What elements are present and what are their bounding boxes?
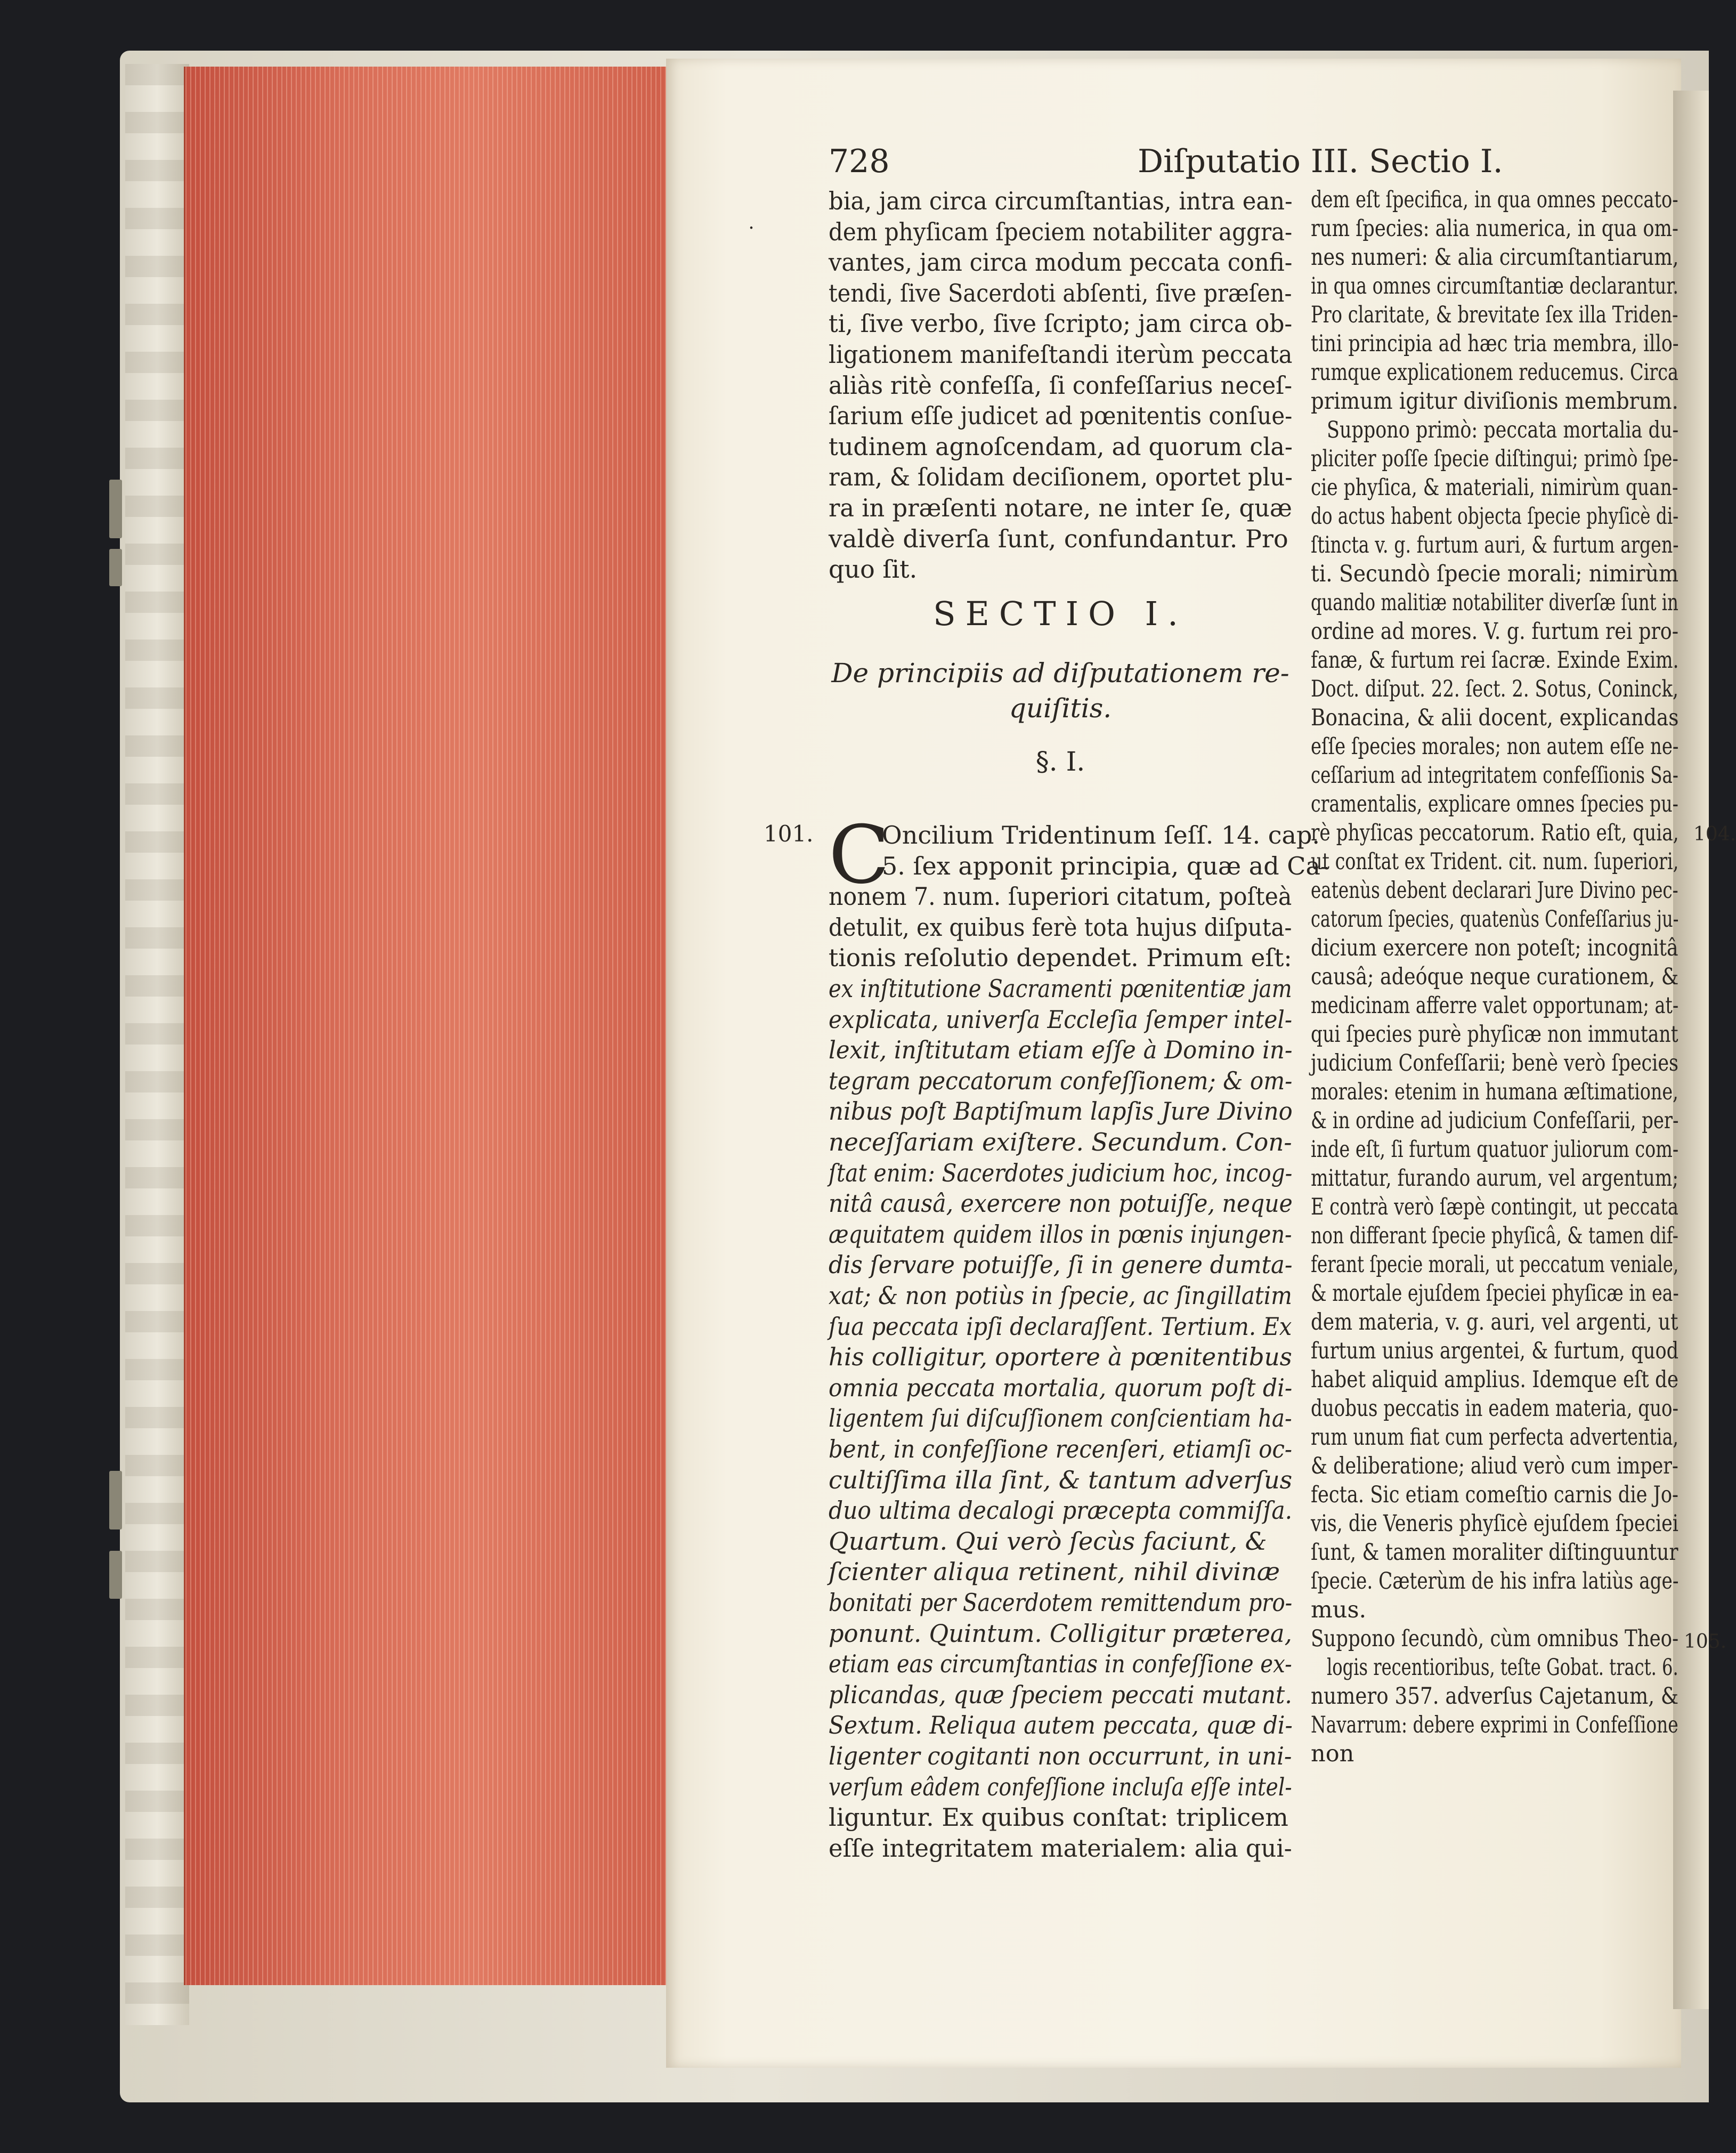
text-line: eſſe integritatem materialem: alia qui- <box>829 1833 1292 1863</box>
text-line: Sextum. Reliqua autem peccata, quæ di- <box>829 1711 1293 1740</box>
text-line: rè phyſicas peccatorum. Ratio eſt, quia, <box>1311 820 1679 846</box>
text-line: primum igitur diviſionis membrum. <box>1311 388 1678 415</box>
text-line: causâ; adeóque neque curationem, & <box>1311 964 1679 990</box>
text-line: etiam eas circumſtantias in confeſſione ex- <box>829 1649 1292 1679</box>
text-line: æquitatem quidem illos in pœnis injungen- <box>829 1219 1292 1249</box>
text-line: fanæ, & furtum rei ſacræ. Exinde Exim. <box>1311 647 1679 674</box>
text-line: neceſſariam exiſtere. Secundum. Con- <box>829 1128 1292 1156</box>
text-line: xat; & non potiùs in ſpecie, ac ſingillatim <box>829 1281 1292 1310</box>
text-line: rumque explicationem reducemus. Circa <box>1311 359 1678 386</box>
page-number: 728 <box>829 143 890 180</box>
text-line: ligationem manifeſtandi iterùm peccata <box>829 340 1293 369</box>
text-line: nonem 7. num. ſuperiori citatum, poſteà <box>829 882 1292 911</box>
running-head <box>829 143 1503 185</box>
text-line: rum unum fiat cum perfecta advertentia, <box>1311 1424 1679 1451</box>
text-line: nes numeri: & alia circumſtantiarum, <box>1311 244 1679 271</box>
text-line: qui ſpecies purè phyſicæ non immutant <box>1311 1021 1678 1048</box>
text-line: Doct. diſput. 22. ſect. 2. Sotus, Coninck, <box>1311 676 1678 702</box>
text-line: numero 357. adverſus Cajetanum, & <box>1311 1683 1679 1710</box>
text-line: pliciter poſſe ſpecie diſtingui; primò ſpe- <box>1311 446 1678 472</box>
text-line: valdè diverſa ſunt, confundantur. Pro <box>829 524 1288 553</box>
text-line: ſtincta v. g. furtum auri, & furtum argen- <box>1311 532 1679 559</box>
paragraph-mark: §. I. <box>1035 746 1085 777</box>
binding-hinge <box>109 1551 122 1599</box>
text-line: Oncilium Tridentinum ſeſſ. 14. cap. <box>882 821 1320 849</box>
text-line: verſum eâdem confeſſione incluſa eſſe intel- <box>829 1772 1292 1801</box>
text-line: ligenter cogitanti non occurrunt, in uni- <box>829 1742 1292 1770</box>
text-line: Bonacina, & alii docent, explicandas <box>1311 705 1679 731</box>
text-line: ligentem ſui diſcuſſionem conſcientiam ha- <box>829 1404 1292 1433</box>
margin-number: 105. <box>1684 1631 1727 1653</box>
section-heading: SECTIO I. <box>933 594 1188 633</box>
text-line: Suppono primò: peccata mortalia du- <box>1327 417 1679 443</box>
text-line: non <box>1311 1741 1354 1767</box>
text-line: ra in præſenti notare, ne inter ſe, quæ <box>829 493 1292 522</box>
text-line: & in ordine ad judicium Confeſſarii, per- <box>1311 1107 1679 1134</box>
text-line: ordine ad mores. V. g. furtum rei pro- <box>1311 618 1679 645</box>
text-line: ceſſarium ad integritatem confeſſionis Sa- <box>1311 762 1678 789</box>
text-line: cie phyſica, & materiali, nimirùm quan- <box>1311 474 1678 501</box>
text-line: logis recentioribus, teſte Gobat. tract. 6. <box>1327 1654 1678 1681</box>
text-line: furtum unius argentei, & furtum, quod <box>1311 1338 1679 1364</box>
text-line: plicandas, quæ ſpeciem peccati mutant. <box>829 1680 1292 1709</box>
text-line: fecta. Sic etiam comeſtio carnis die Jo- <box>1311 1482 1678 1508</box>
text-line: ut conſtat ex Trident. cit. num. ſuperiori, <box>1311 848 1679 875</box>
text-line: ferant ſpecie morali, ut peccatum veniale, <box>1311 1251 1679 1278</box>
text-line: ti, ſive verbo, ſive ſcripto; jam circa ob- <box>829 309 1293 338</box>
text-line: lexit, inſtitutam etiam eſſe à Domino in- <box>829 1035 1293 1065</box>
text-line: ſarium eſſe judicet ad pœnitentis conſue- <box>829 401 1293 431</box>
text-line: ſcienter aliqua retinent, nihil divinæ <box>829 1557 1280 1587</box>
margin-number: 101. <box>764 821 814 847</box>
text-line: bia, jam circa circumſtantias, intra ean- <box>829 187 1293 215</box>
binding-hinge <box>109 1471 122 1529</box>
text-line: catorum ſpecies, quatenùs Confeſſarius ju- <box>1311 906 1679 933</box>
text-line: judicium Confeſſarii; benè verò ſpecies <box>1311 1050 1679 1076</box>
text-line: tini principia ad hæc tria membra, illo- <box>1311 330 1679 357</box>
text-line: medicinam afferre valet opportunam; at- <box>1311 992 1679 1019</box>
book-binding-edge <box>125 64 189 2025</box>
text-line: tionis reſolutio dependet. Primum eſt: <box>829 943 1292 973</box>
ink-mark: ˙ <box>746 224 757 248</box>
drop-cap: C <box>829 809 890 902</box>
text-line: quo ſit. <box>829 555 918 584</box>
text-line: ponunt. Quintum. Colligitur præterea, <box>829 1618 1292 1648</box>
text-line: duobus peccatis in eadem materia, quo- <box>1311 1395 1679 1422</box>
text-line: eſſe ſpecies morales; non autem eſſe ne- <box>1311 733 1679 760</box>
text-line: inde eſt, ſi furtum quatuor juliorum com- <box>1311 1136 1679 1163</box>
text-line: Pro claritate, & brevitate ſex illa Triden- <box>1311 302 1678 328</box>
text-line: in qua omnes circumſtantiæ declarantur. <box>1311 273 1678 300</box>
subtitle-line: De principiis ad diſputationem re- <box>831 658 1289 689</box>
text-line: Navarrum: debere exprimi in Confeſſione <box>1311 1712 1678 1738</box>
text-line: cramentalis, explicare omnes ſpecies pu- <box>1311 791 1678 818</box>
text-line: E contrà verò ſæpè contingit, ut peccata <box>1311 1194 1678 1220</box>
text-line: liguntur. Ex quibus conſtat: triplicem <box>829 1803 1288 1832</box>
text-line: nitâ causâ, exercere non potuiſſe, neque <box>829 1189 1293 1218</box>
text-line: Suppono ſecundò, cùm omnibus Theo- <box>1311 1625 1679 1652</box>
text-line: ex inſtitutione Sacramenti pœnitentiæ jam <box>829 974 1292 1003</box>
red-page-edges <box>184 67 670 1985</box>
text-line: his colligitur, oportere à pœnitentibus <box>829 1342 1292 1372</box>
text-line: rum ſpecies: alia numerica, in qua om- <box>1311 215 1678 242</box>
text-line: 5. ſex apponit principia, quæ ad Ca- <box>882 851 1329 880</box>
running-title: Diſputatio III. Sectio I. <box>1138 143 1503 180</box>
text-line: mittatur, furando aurum, vel argentum; <box>1311 1165 1678 1192</box>
binding-hinge <box>109 480 122 538</box>
text-line: detulit, ex quibus ferè tota hujus diſputa- <box>829 912 1292 942</box>
binding-hinge <box>109 549 122 586</box>
text-line: tegram peccatorum confeſſionem; & om- <box>829 1066 1293 1095</box>
text-line: dicium exercere non poteſt; incognitâ <box>1311 935 1678 961</box>
text-line: explicata, univerſa Eccleſia ſemper intel- <box>829 1005 1293 1034</box>
section-subtitle <box>829 655 1292 726</box>
text-line: tudinem agnoſcendam, ad quorum cla- <box>829 432 1293 461</box>
text-line: & deliberatione; aliud verò cum imper- <box>1311 1453 1678 1479</box>
text-line: dem phyſicam ſpeciem notabiliter aggra- <box>829 217 1293 246</box>
text-line: quando malitiæ notabiliter diverſæ ſunt in <box>1311 589 1678 616</box>
text-line: ſtat enim: Sacerdotes judicium hoc, incog- <box>829 1158 1293 1187</box>
text-line: habet aliquid amplius. Idemque eſt de <box>1311 1366 1679 1393</box>
text-line: ſpecie. Cæterùm de his infra latiùs age- <box>1311 1568 1679 1594</box>
text-line: duo ultima decalogi præcepta commiſſa. <box>829 1496 1293 1525</box>
text-line: mus. <box>1311 1597 1367 1623</box>
margin-number: 104. <box>1693 823 1736 845</box>
text-line: non differant ſpecie phyſicâ, & tamen dif- <box>1311 1223 1678 1249</box>
subtitle-line: quiſitis. <box>1009 693 1112 724</box>
text-line: & mortale ejuſdem ſpeciei phyſicæ in ea- <box>1311 1280 1679 1307</box>
text-line: tendi, ſive Sacerdoti abſenti, ſive præſen- <box>829 278 1292 307</box>
text-line: ſua peccata ipſi declaraſſent. Tertium. Ex <box>829 1312 1292 1341</box>
text-line: vantes, jam circa modum peccata confi- <box>829 248 1293 277</box>
text-line: omnia peccata mortalia, quorum poſt di- <box>829 1373 1293 1402</box>
text-line: ſunt, & tamen moraliter diſtinguuntur <box>1311 1539 1678 1566</box>
text-line: dem eſt ſpecifica, in qua omnes peccato- <box>1311 187 1678 213</box>
text-line: do actus habent objecta ſpecie phyſicè di- <box>1311 503 1679 530</box>
text-line: bent, in confeſſione recenſeri, etiamſi oc- <box>829 1435 1292 1463</box>
text-line: vis, die Veneris phyſicè ejuſdem ſpeciei <box>1311 1510 1678 1537</box>
text-line: bonitati per Sacerdotem remittendum pro- <box>829 1588 1293 1617</box>
text-line: morales: etenim in humana æſtimatione, <box>1311 1079 1678 1105</box>
text-line: cultiſſima illa ſint, & tantum adverſus <box>829 1465 1293 1494</box>
text-line: dis ſervare potuiſſe, ſi in genere dumta- <box>829 1250 1293 1280</box>
text-line: dem materia, v. g. auri, vel argenti, ut <box>1311 1309 1678 1335</box>
text-line: Quartum. Qui verò ſecùs faciunt, & <box>829 1526 1267 1556</box>
text-line: ram, & ſolidam deciſionem, oportet plu- <box>829 463 1293 492</box>
text-line: aliàs ritè confeſſa, ſi confeſſarius neceſ- <box>829 370 1293 400</box>
text-line: ti. Secundò ſpecie morali; nimirùm <box>1311 561 1679 587</box>
text-line: nibus poſt Baptiſmum lapſis Jure Divino <box>829 1097 1293 1126</box>
text-line: eatenùs debent declarari Jure Divino pec- <box>1311 877 1678 904</box>
